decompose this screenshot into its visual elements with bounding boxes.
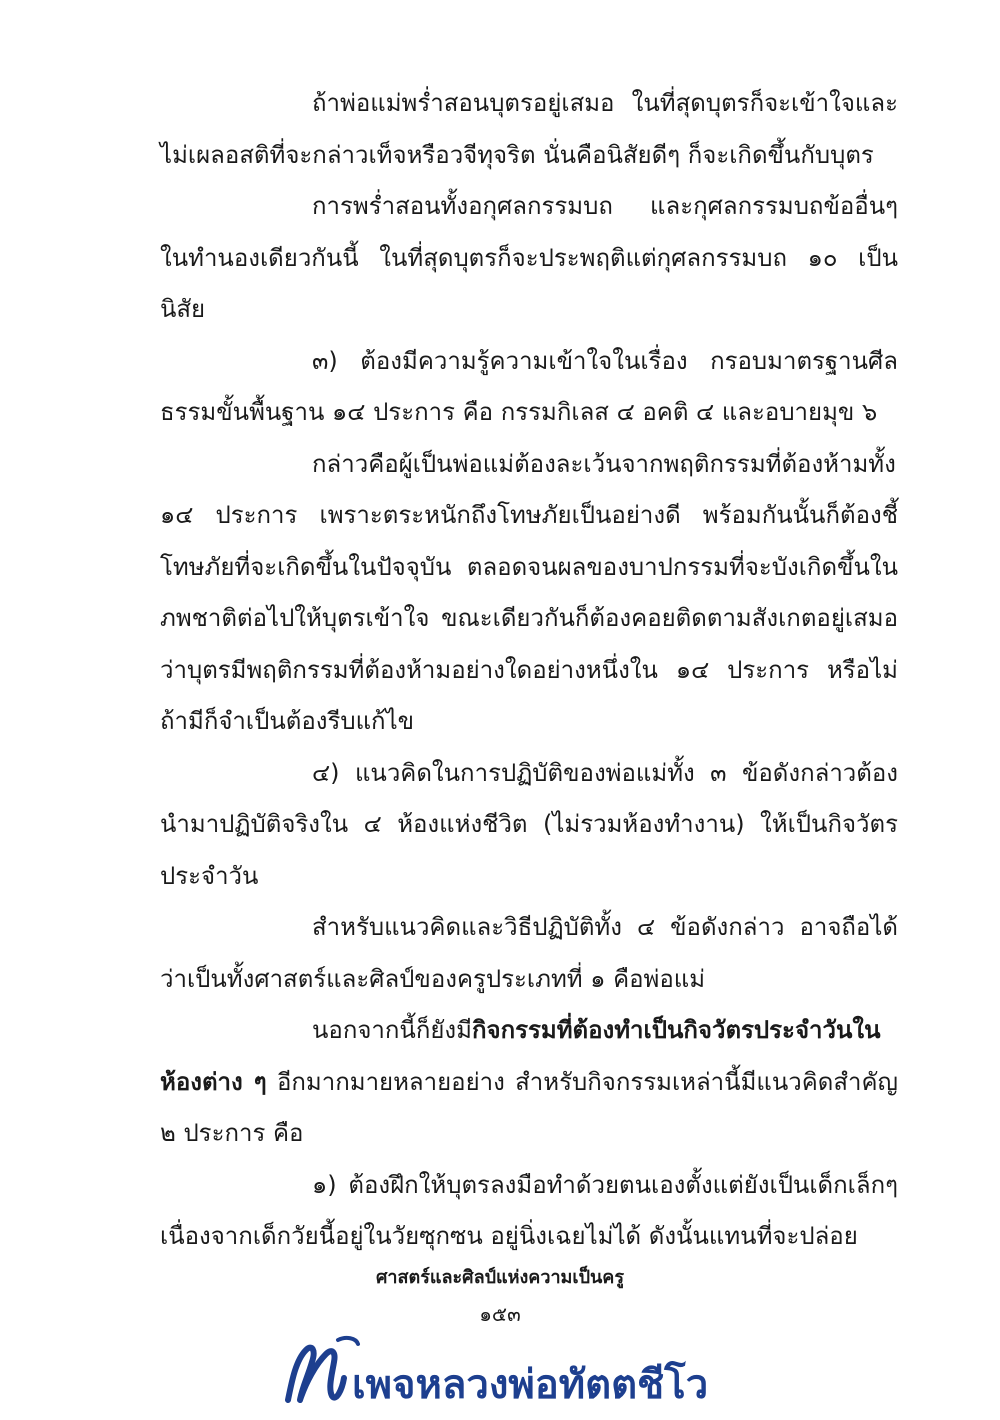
paragraph-8: ๑) ต้องฝึกให้บุตรลงมือทำด้วยตนเองตั้งแต่ยังเป็นเด็กเล็กๆ เนื่องจากเด็กวัยนี้อยู่ในวัยซุกซน อยู่นิ่งเฉยไม่ได้ ดังนั้นแทนที่จะปล่อย: [160, 1170, 898, 1250]
paragraph-7-bold: กิจกรรมที่ต้องทำเป็นกิจวัตรประจำวันในห้องต่าง ๆ: [160, 1016, 881, 1096]
paragraph-2: การพร่ำสอนทั้งอกุศลกรรมบถ และกุศลกรรมบถข้ออื่นๆ ในทำนองเดียวกันนี้ ในที่สุดบุตรก็จะประพฤติแต่กุศลกรรมบถ ๑๐ เป็นนิสัย: [160, 192, 898, 323]
paragraph-4: กล่าวคือผู้เป็นพ่อแม่ต้องละเว้นจากพฤติกรรมที่ต้องห้ามทั้ง ๑๔ ประการ เพราะตระหนักถึงโทษภัยเป็นอย่างดี พร้อมกันนั้นก็ต้องชี้โทษภัยที่จะเกิดขึ้นในปัจจุบัน ตลอดจนผลของบาปกรรมที่จะบังเกิดขึ้นในภพชาติต่อไปให้บุตรเข้าใจ ขณะเดียวกันก็ต้องคอยติดตามสังเกตอยู่เสมอว่าบุตรมีพฤติกรรมที่ต้องห้ามอย่างใดอย่างหนึ่งใน ๑๔ ประการ หรือไม่ ถ้ามีก็จำเป็นต้องรีบแก้ไข: [160, 449, 898, 735]
paragraph-7: [160, 1005, 898, 1160]
footer-book-title: ศาสตร์และศิลป์แห่งความเป็นครู: [375, 1267, 625, 1288]
paragraph-6: สำหรับแนวคิดและวิธีปฏิบัติทั้ง ๔ ข้อดังกล่าว อาจถือได้ว่าเป็นทั้งศาสตร์และศิลป์ของครูประเภทที่ ๑ คือพ่อแม่: [160, 913, 898, 993]
page-number: ๑๕๓: [479, 1302, 521, 1326]
paragraph-7-tail: อีกมากมายหลายอย่าง สำหรับกิจกรรมเหล่านี้มีแนวคิดสำคัญ ๒ ประการ คือ: [160, 1067, 899, 1147]
paragraph-3: ๓) ต้องมีความรู้ความเข้าใจในเรื่อง กรอบมาตรฐานศีลธรรมขั้นพื้นฐาน ๑๔ ประการ คือ กรรมกิเลส ๔ อคติ ๔ และอบายมุข ๖: [160, 346, 898, 426]
brand-logo: [282, 1330, 742, 1410]
paragraph-1: ถ้าพ่อแม่พร่ำสอนบุตรอยู่เสมอ ในที่สุดบุตรก็จะเข้าใจและไม่เผลอสติที่จะกล่าวเท็จหรือวจีทุจริต นั่นคือนิสัยดีๆ ก็จะเกิดขึ้นกับบุตร: [160, 89, 898, 169]
calligraphy-n-logo-icon: [282, 1330, 362, 1410]
paragraph-5: ๔) แนวคิดในการปฏิบัติของพ่อแม่ทั้ง ๓ ข้อดังกล่าวต้องนำมาปฏิบัติจริงใน ๔ ห้องแห่งชีวิต (ไม่รวมห้องทำงาน) ให้เป็นกิจวัตรประจำวัน: [160, 758, 898, 890]
brand-name: เพจหลวงพ่อทัตตชีโว: [352, 1362, 709, 1408]
paragraph-7-lead: นอกจากนี้ก็ยังมี: [312, 1016, 472, 1044]
body-text: [160, 78, 898, 1263]
